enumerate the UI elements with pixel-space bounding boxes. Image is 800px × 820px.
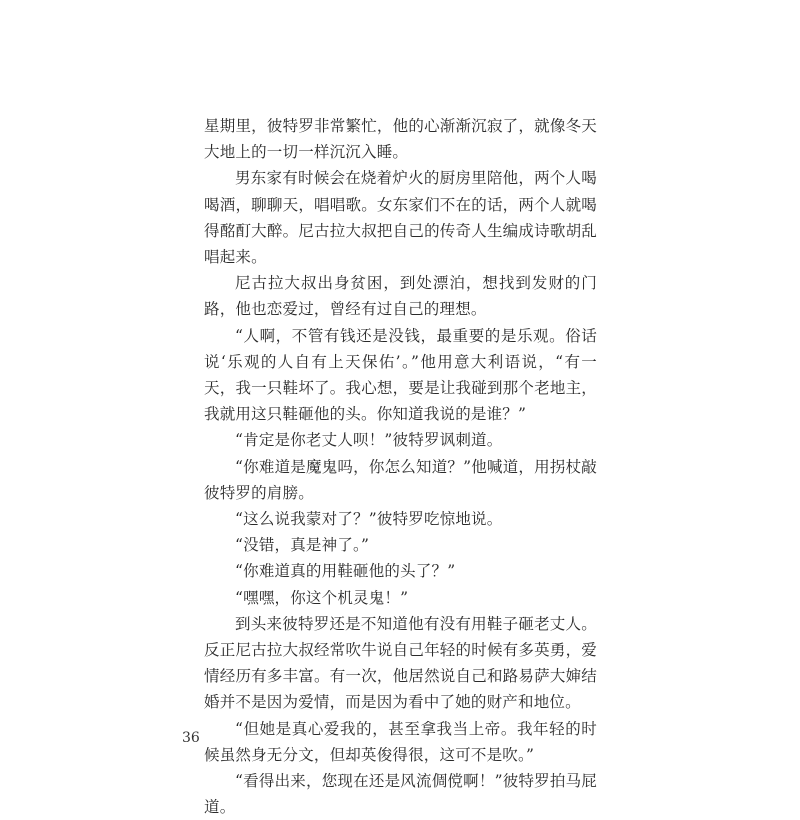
paragraph-8: “没错，真是神了。”: [235, 536, 370, 555]
paragraph-5: “肯定是你老丈人呗！”彼特罗讽刺道。: [235, 431, 503, 450]
paragraph-10: “嘿嘿，你这个机灵鬼！”: [235, 588, 409, 607]
paragraph-1: 星期里，彼特罗非常繁忙，他的心渐渐沉寂了，就像冬天大地上的一切一样沉沉入睡。: [204, 117, 597, 162]
paragraph-7: “这么说我蒙对了？”彼特罗吃惊地说。: [235, 510, 503, 529]
body-text: [204, 113, 597, 820]
page-number: 36: [182, 730, 200, 746]
paragraph-11: 到头来彼特罗还是不知道他有没有用鞋子砸老丈人。反正尼古拉大叔经常吹牛说自己年轻的时候有多英勇，爱情经历有多丰富。有一次，他居然说自己和路易萨大婶结婚并不是因为爱情，而是因为看中了她的财产和地位。: [204, 614, 597, 712]
paragraph-6: “你难道是魔鬼吗，你怎么知道？”他喊道，用拐杖敲彼特罗的肩膀。: [204, 457, 597, 502]
paragraph-9: “你难道真的用鞋砸他的头了？”: [235, 562, 456, 581]
paragraph-12: “但她是真心爱我的，甚至拿我当上帝。我年轻的时候虽然身无分文，但却英俊得很，这可不是吹。”: [204, 719, 597, 764]
paragraph-13: “看得出来，您现在还是风流倜傥啊！”彼特罗拍马屁道。: [204, 772, 597, 817]
paragraph-4: “人啊，不管有钱还是没钱，最重要的是乐观。俗话说‘乐观的人自有上天保佑’。”他用意大利语说，“有一天，我一只鞋坏了。我心想，要是让我碰到那个老地主，我就用这只鞋砸他的头。你知道我说的是谁？”: [204, 326, 597, 424]
paragraph-2: 男东家有时候会在烧着炉火的厨房里陪他，两个人喝喝酒，聊聊天，唱唱歌。女东家们不在的话，两个人就喝得酩酊大醉。尼古拉大叔把自己的传奇人生编成诗歌胡乱唱起来。: [204, 169, 597, 267]
paragraph-3: 尼古拉大叔出身贫困，到处漂泊，想找到发财的门路，他也恋爱过，曾经有过自己的理想。: [204, 274, 597, 319]
